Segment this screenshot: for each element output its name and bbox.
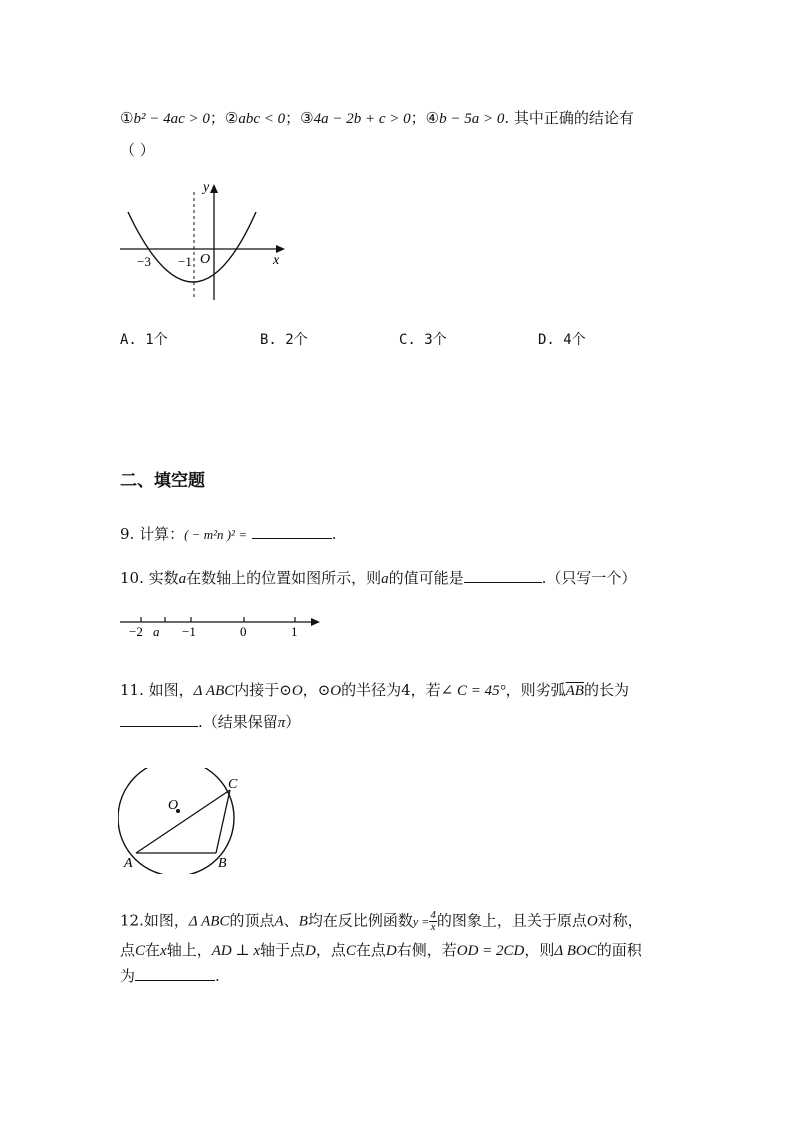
q10-text: 的值可能是 xyxy=(388,569,464,587)
numberline-label-0: 0 xyxy=(240,624,247,639)
tick-label-minus-3: −3 xyxy=(137,254,151,269)
q11-triangle: Δ ABC xyxy=(193,683,235,699)
q12-point: C xyxy=(135,943,146,959)
q12-text: . xyxy=(215,967,220,985)
q12-text: 的顶点 xyxy=(229,911,275,930)
q12-point: D xyxy=(385,943,397,959)
tick-label-minus-1: −1 xyxy=(178,254,192,269)
q12-text: 点 xyxy=(120,941,136,959)
q12-statement-line1 xyxy=(120,910,643,933)
q12-text: ，则 xyxy=(524,941,555,959)
condition-1-expr: b² − 4ac > 0 xyxy=(133,111,210,127)
fraction-denominator: x xyxy=(430,921,436,933)
q12-text: 为 xyxy=(120,967,136,985)
vertex-label-a: A xyxy=(124,856,133,871)
q10-text: .（只写一个） xyxy=(541,569,637,587)
q10-var: a xyxy=(178,571,187,587)
q9-prefix: 9. 计算： xyxy=(120,525,185,543)
fraction-numerator: 4 xyxy=(430,909,436,921)
q12-text: 的面积 xyxy=(596,941,642,959)
q8-tail: . 其中正确的结论有 xyxy=(504,109,634,127)
origin-label: O xyxy=(200,252,211,267)
q11-text: 11. 如图， xyxy=(120,681,194,699)
q11-text: .（结果保留 xyxy=(198,713,278,731)
numberline-label-minus-1: −1 xyxy=(182,624,196,639)
separator: ； xyxy=(209,109,225,127)
q9-answer-blank[interactable] xyxy=(252,524,332,539)
q11-statement xyxy=(120,680,629,701)
q12-point: D xyxy=(305,943,316,959)
q8-answer-paren: （ ） xyxy=(120,141,155,159)
q11-text: ，则劣弧 xyxy=(505,681,566,699)
q12-text: 均在反比例函数 xyxy=(307,911,413,930)
q12-condition: OD = 2CD xyxy=(456,943,525,959)
q11-text: 的半径为4，若 xyxy=(341,681,441,699)
q12-point: C xyxy=(345,943,356,959)
numberline-label-1: 1 xyxy=(291,624,298,639)
q9-suffix: . xyxy=(331,525,337,543)
separator: ； xyxy=(285,109,301,127)
x-axis-label: x xyxy=(273,253,280,268)
q11-text: 内接于 xyxy=(234,681,280,699)
q10-var: a xyxy=(381,571,389,587)
q12-text: 在点 xyxy=(355,941,386,959)
q12-text: 的图象上，且关于原点 xyxy=(436,911,587,930)
q9-statement xyxy=(120,524,337,545)
q11-arc: $\overline{AB}$ xyxy=(565,683,584,699)
condition-3-marker: ③ xyxy=(300,109,314,127)
q12-text: 12.如图， xyxy=(120,911,189,930)
q12-text: 、 xyxy=(283,911,299,930)
q12-text: 对称， xyxy=(597,911,643,930)
q11-pi: π xyxy=(277,715,286,731)
option-c[interactable]: C. 3个 xyxy=(399,332,447,348)
y-axis-label: y xyxy=(203,180,210,195)
q10-text: 在数轴上的位置如图所示，则 xyxy=(186,569,382,587)
q11-text: 的长为 xyxy=(583,681,629,699)
q10-text: 10. 实数 xyxy=(120,569,179,587)
q9-expression: ( − m²n )² = xyxy=(184,527,247,542)
q8-statement xyxy=(120,108,634,129)
separator: ； xyxy=(410,109,426,127)
q12-triangle: Δ BOC xyxy=(554,943,597,959)
q12-text: 右侧，若 xyxy=(396,941,457,959)
q12-text: ，点 xyxy=(315,941,346,959)
q10-statement xyxy=(120,568,636,589)
q11-circle-o: ⊙O xyxy=(279,683,303,699)
q12-var: x xyxy=(160,943,167,959)
q12-statement-line3 xyxy=(120,966,220,986)
q11-statement-line2 xyxy=(120,712,300,733)
q11-angle: ∠ C = 45° xyxy=(440,683,506,699)
q11-circle-o: ⊙O xyxy=(317,683,342,699)
option-a[interactable]: A. 1个 xyxy=(120,332,168,348)
q12-point: B xyxy=(298,913,308,930)
q11-text: ， xyxy=(302,681,318,699)
condition-2-expr: abc < 0 xyxy=(238,111,286,127)
numberline-label-minus-2: −2 xyxy=(129,624,143,639)
q12-function-lhs: y = xyxy=(412,914,430,929)
parabola-graph xyxy=(118,178,288,303)
option-d[interactable]: D. 4个 xyxy=(538,332,586,348)
q10-answer-blank[interactable] xyxy=(464,568,542,583)
option-b[interactable]: B. 2个 xyxy=(260,332,308,348)
condition-2-marker: ② xyxy=(224,109,239,127)
q12-text: 轴于点 xyxy=(260,941,306,959)
q12-function-fraction xyxy=(429,910,437,933)
number-line xyxy=(118,610,324,640)
circle-figure xyxy=(118,768,248,874)
vertex-label-c: C xyxy=(228,777,238,792)
q12-point: O xyxy=(586,913,598,930)
condition-3-expr: 4a − 2b + c > 0 xyxy=(313,111,411,127)
q12-statement-line2 xyxy=(120,940,642,961)
condition-4-marker: ④ xyxy=(425,109,440,127)
q12-point: A xyxy=(274,913,284,930)
q12-text: 轴上， xyxy=(166,941,212,959)
vertex-label-b: B xyxy=(218,856,227,871)
numberline-label-a: a xyxy=(153,624,160,639)
q11-text: ） xyxy=(285,713,301,731)
q12-triangle: Δ ABC xyxy=(188,913,230,930)
q12-perpendicular: AD ⊥ x xyxy=(211,943,260,959)
q12-text: 在 xyxy=(145,941,161,959)
q11-answer-blank[interactable] xyxy=(120,712,198,727)
condition-4-expr: b − 5a > 0 xyxy=(439,111,505,127)
condition-1-marker: ① xyxy=(120,109,134,127)
q12-answer-blank[interactable] xyxy=(135,966,215,981)
section-heading: 二、填空题 xyxy=(120,471,205,491)
center-label-o: O xyxy=(168,798,179,813)
